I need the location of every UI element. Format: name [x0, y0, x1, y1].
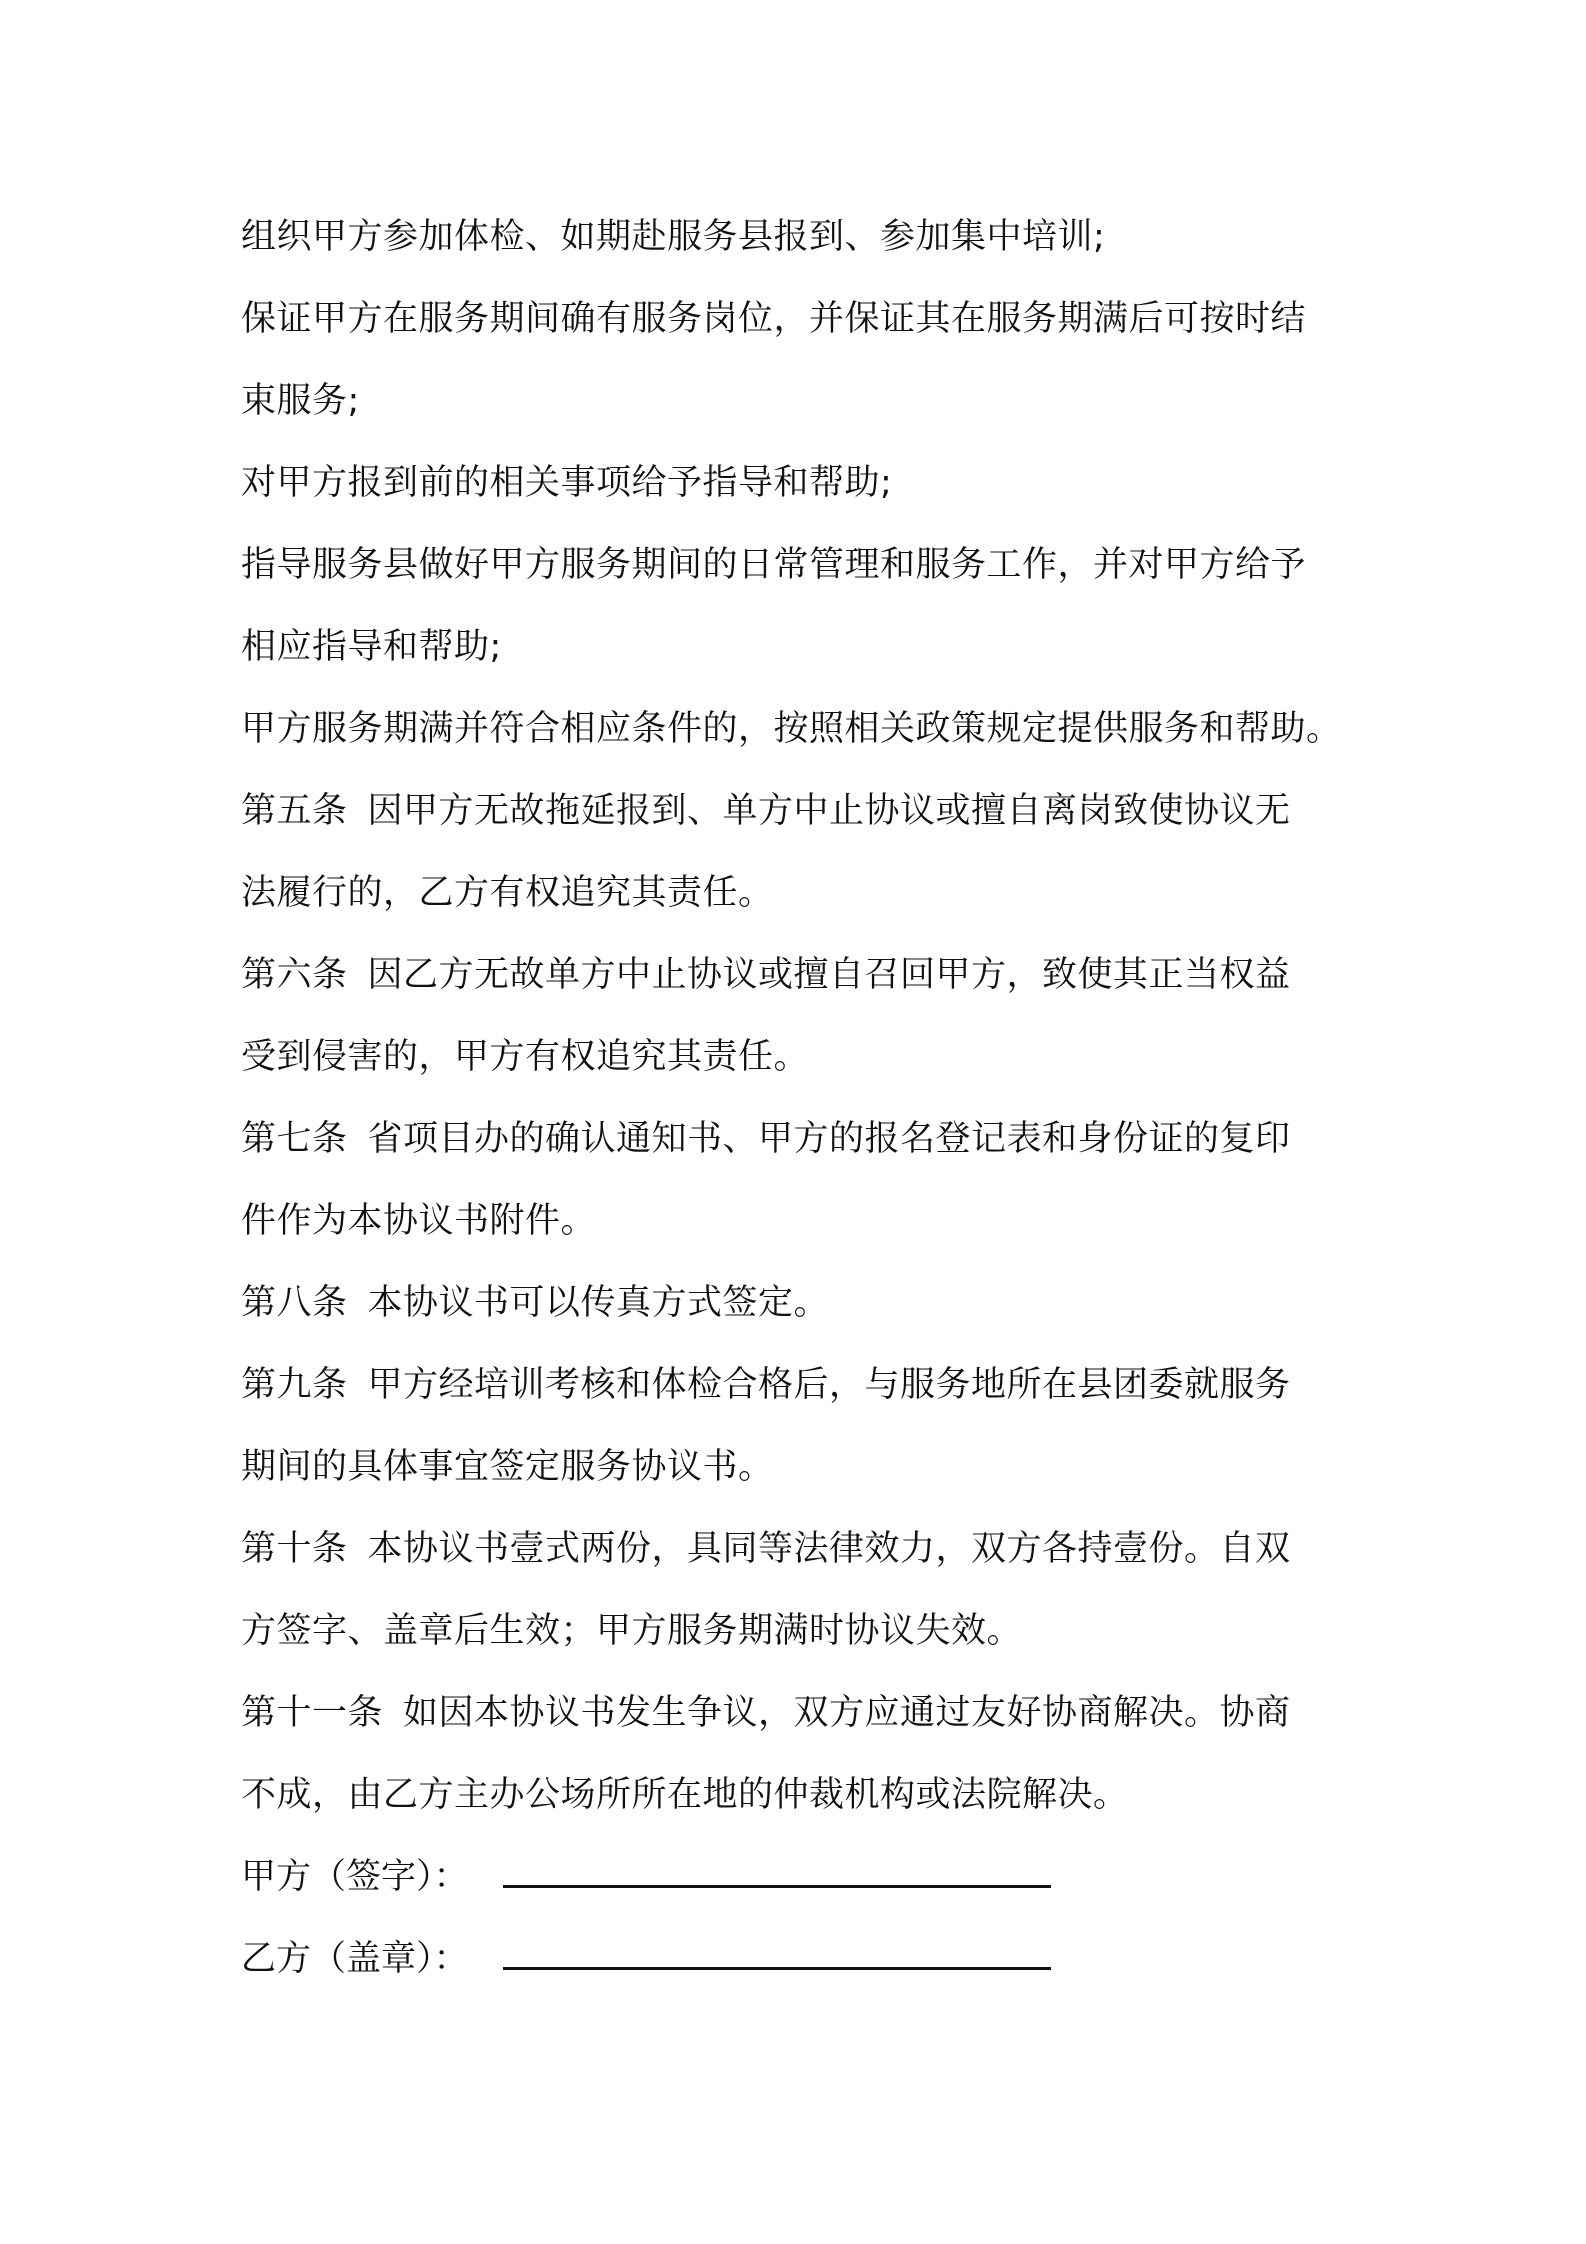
party-b-seal-label: 乙方（盖章）：: [241, 1939, 469, 1979]
article-number: 第八条: [241, 1283, 348, 1323]
article-number: 第十条: [241, 1529, 348, 1569]
article-text: 甲方经培训考核和体检合格后，与服务地所在县团委就服务: [367, 1365, 1291, 1405]
text-line: [241, 934, 1371, 1016]
text-line: 方签字、盖章后生效；甲方服务期满时协议失效。: [241, 1611, 1023, 1651]
article-number: 第六条: [241, 955, 348, 995]
text-line: [241, 1098, 1371, 1180]
text-line: 束服务;: [241, 381, 360, 421]
article-7: [241, 1098, 1371, 1262]
clause-item: [241, 196, 1371, 278]
article-text: 因甲方无故拖延报到、单方中止协议或擅自离岗致使协议无: [367, 791, 1291, 831]
article-text: 如因本协议书发生争议，双方应通过友好协商解决。协商: [403, 1693, 1291, 1733]
document-body: [241, 196, 1371, 2000]
article-number: 第九条: [241, 1365, 348, 1405]
article-10: [241, 1508, 1371, 1672]
article-number: 第十一条: [241, 1693, 384, 1733]
text-line: 甲方服务期满并符合相应条件的，按照相关政策规定提供服务和帮助。: [241, 709, 1342, 749]
article-6: [241, 934, 1371, 1098]
article-text: 本协议书壹式两份，具同等法律效力，双方各持壹份。自双: [367, 1529, 1291, 1569]
party-a-signature-row: [241, 1836, 1371, 1918]
article-5: [241, 770, 1371, 934]
party-a-signature-label: 甲方（签字）：: [241, 1857, 469, 1897]
article-text: 因乙方无故单方中止协议或擅自召回甲方，致使其正当权益: [367, 955, 1291, 995]
article-8: [241, 1262, 1371, 1344]
clause-item: [241, 524, 1371, 688]
text-line: [241, 1344, 1371, 1426]
text-line: 法履行的，乙方有权追究其责任。: [241, 873, 774, 913]
text-line: [241, 1262, 1371, 1344]
article-9: [241, 1344, 1371, 1508]
text-line: 期间的具体事宜签定服务协议书。: [241, 1447, 774, 1487]
text-line: [241, 1672, 1371, 1754]
text-line: 指导服务县做好甲方服务期间的日常管理和服务工作，并对甲方给予: [241, 545, 1307, 585]
article-11: [241, 1672, 1371, 1836]
text-line: 受到侵害的，甲方有权追究其责任。: [241, 1037, 810, 1077]
party-b-seal-line[interactable]: [503, 1937, 1051, 1970]
clause-item: [241, 278, 1371, 442]
article-number: 第七条: [241, 1119, 348, 1159]
clause-item: [241, 442, 1371, 524]
party-b-seal-row: [241, 1918, 1371, 2000]
text-line: 保证甲方在服务期间确有服务岗位，并保证其在服务期满后可按时结: [241, 299, 1307, 339]
text-line: 不成，由乙方主办公场所所在地的仲裁机构或法院解决。: [241, 1775, 1129, 1815]
article-number: 第五条: [241, 791, 348, 831]
clause-item: [241, 688, 1371, 770]
text-line: [241, 770, 1371, 852]
text-line: 对甲方报到前的相关事项给予指导和帮助;: [241, 463, 893, 503]
party-a-signature-line[interactable]: [503, 1855, 1051, 1888]
article-text: 本协议书可以传真方式签定。: [367, 1283, 830, 1323]
text-line: 相应指导和帮助;: [241, 627, 502, 667]
text-line: 组织甲方参加体检、如期赴服务县报到、参加集中培训;: [241, 217, 1106, 257]
text-line: [241, 1508, 1371, 1590]
text-line: 件作为本协议书附件。: [241, 1201, 597, 1241]
article-text: 省项目办的确认通知书、甲方的报名登记表和身份证的复印: [367, 1119, 1291, 1159]
